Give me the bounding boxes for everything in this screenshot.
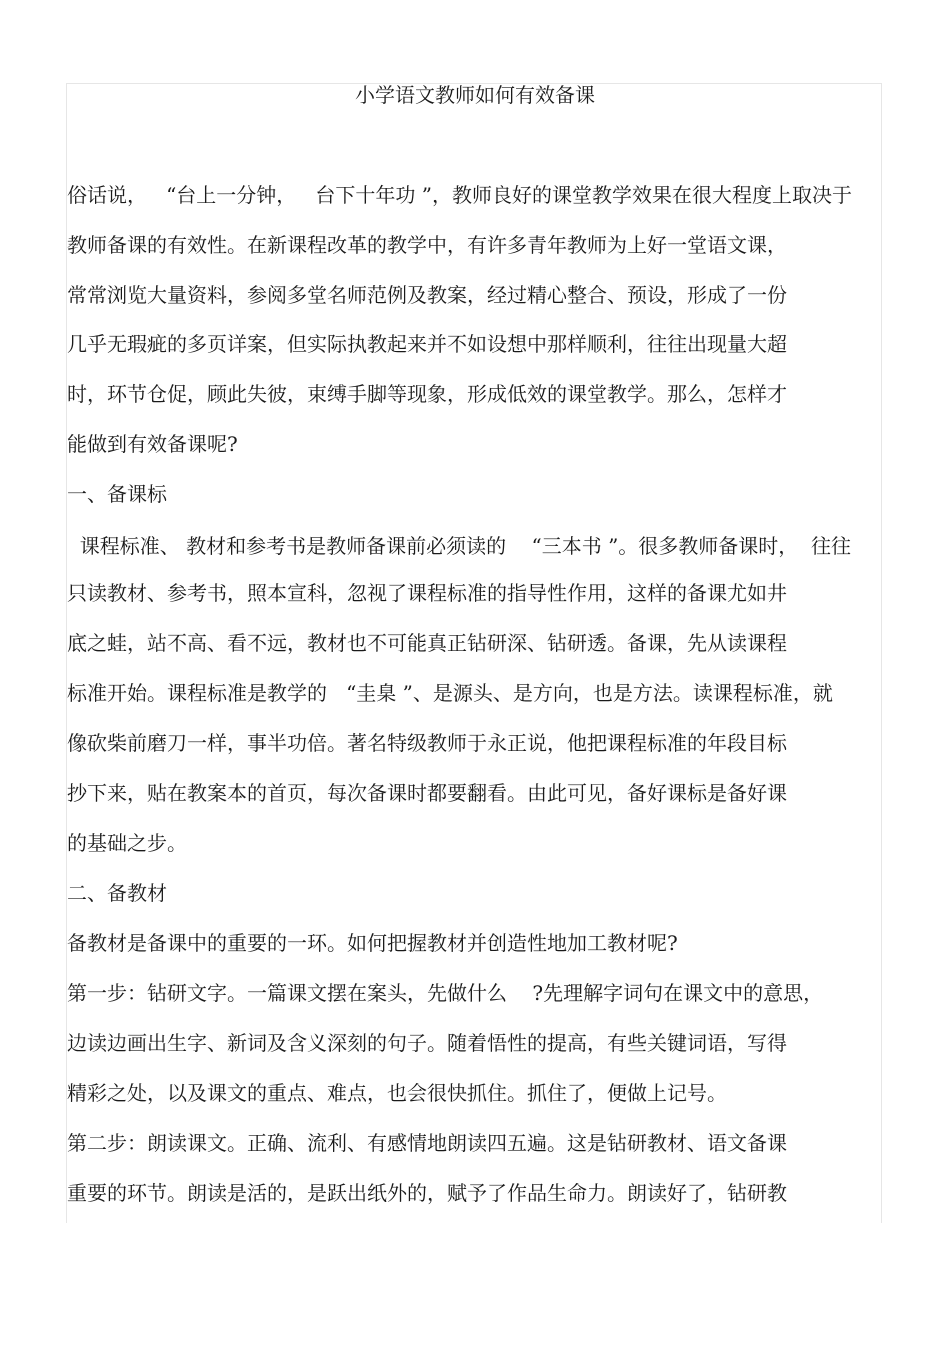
body-line: 几乎无瑕疵的多页详案，但实际执教起来并不如设想中那样顺利，往往出现量大超: [67, 332, 787, 356]
body-line: 能做到有效备课呢?: [67, 432, 238, 456]
document-title: 小学语文教师如何有效备课: [355, 83, 595, 107]
body-line: 备教材是备课中的重要的一环。如何把握教材并创造性地加工教材呢?: [67, 931, 678, 955]
body-line: 只读教材、参考书，照本宣科，忽视了课程标准的指导性作用，这样的备课尤如井: [67, 581, 787, 605]
body-line: 常常浏览大量资料，参阅多堂名师范例及教案，经过精心整合、预设，形成了一份: [67, 283, 787, 307]
section-heading: 一、备课标: [67, 482, 167, 506]
body-line: 抄下来，贴在教案本的首页，每次备课时都要翻看。由此可见，备好课标是备好课: [67, 781, 787, 805]
body-line: 第二步：朗读课文。正确、流利、有感情地朗读四五遍。这是钻研教材、语文备课: [67, 1131, 787, 1155]
body-line: 重要的环节。朗读是活的，是跃出纸外的，赋予了作品生命力。朗读好了，钻研教: [67, 1181, 787, 1205]
body-line: 第一步：钻研文字。一篇课文摆在案头，先做什么 ?先理解字词句在课文中的意思，: [67, 981, 824, 1005]
body-line: 底之蛙，站不高、看不远，教材也不可能真正钻研深、钻研透。备课，先从读课程: [67, 631, 787, 655]
body-line: 教师备课的有效性。在新课程改革的教学中，有许多青年教师为上好一堂语文课，: [67, 233, 787, 257]
body-line: 时，环节仓促，顾此失彼，束缚手脚等现象，形成低效的课堂教学。那么，怎样才: [67, 382, 787, 406]
section-heading: 二、备教材: [67, 881, 167, 905]
body-line: 俗话说， “台上一分钟， 台下十年功 ”，教师良好的课堂教学效果在很大程度上取决于: [67, 183, 852, 207]
body-line: 标准开始。课程标准是教学的 “圭臬 ”、是源头、是方向，也是方法。读课程标准，就: [67, 681, 833, 705]
body-line: 精彩之处，以及课文的重点、难点，也会很快抓住。抓住了，便做上记号。: [67, 1081, 727, 1105]
body-line: 课程标准、 教材和参考书是教师备课前必须读的 “三本书 ”。很多教师备课时， 往往: [67, 534, 852, 558]
body-line: 像砍柴前磨刀一样，事半功倍。著名特级教师于永正说，他把课程标准的年段目标: [67, 731, 787, 755]
body-line: 边读边画出生字、新词及含义深刻的句子。随着悟性的提高，有些关键词语，写得: [67, 1031, 787, 1055]
body-line: 的基础之步。: [67, 831, 187, 855]
